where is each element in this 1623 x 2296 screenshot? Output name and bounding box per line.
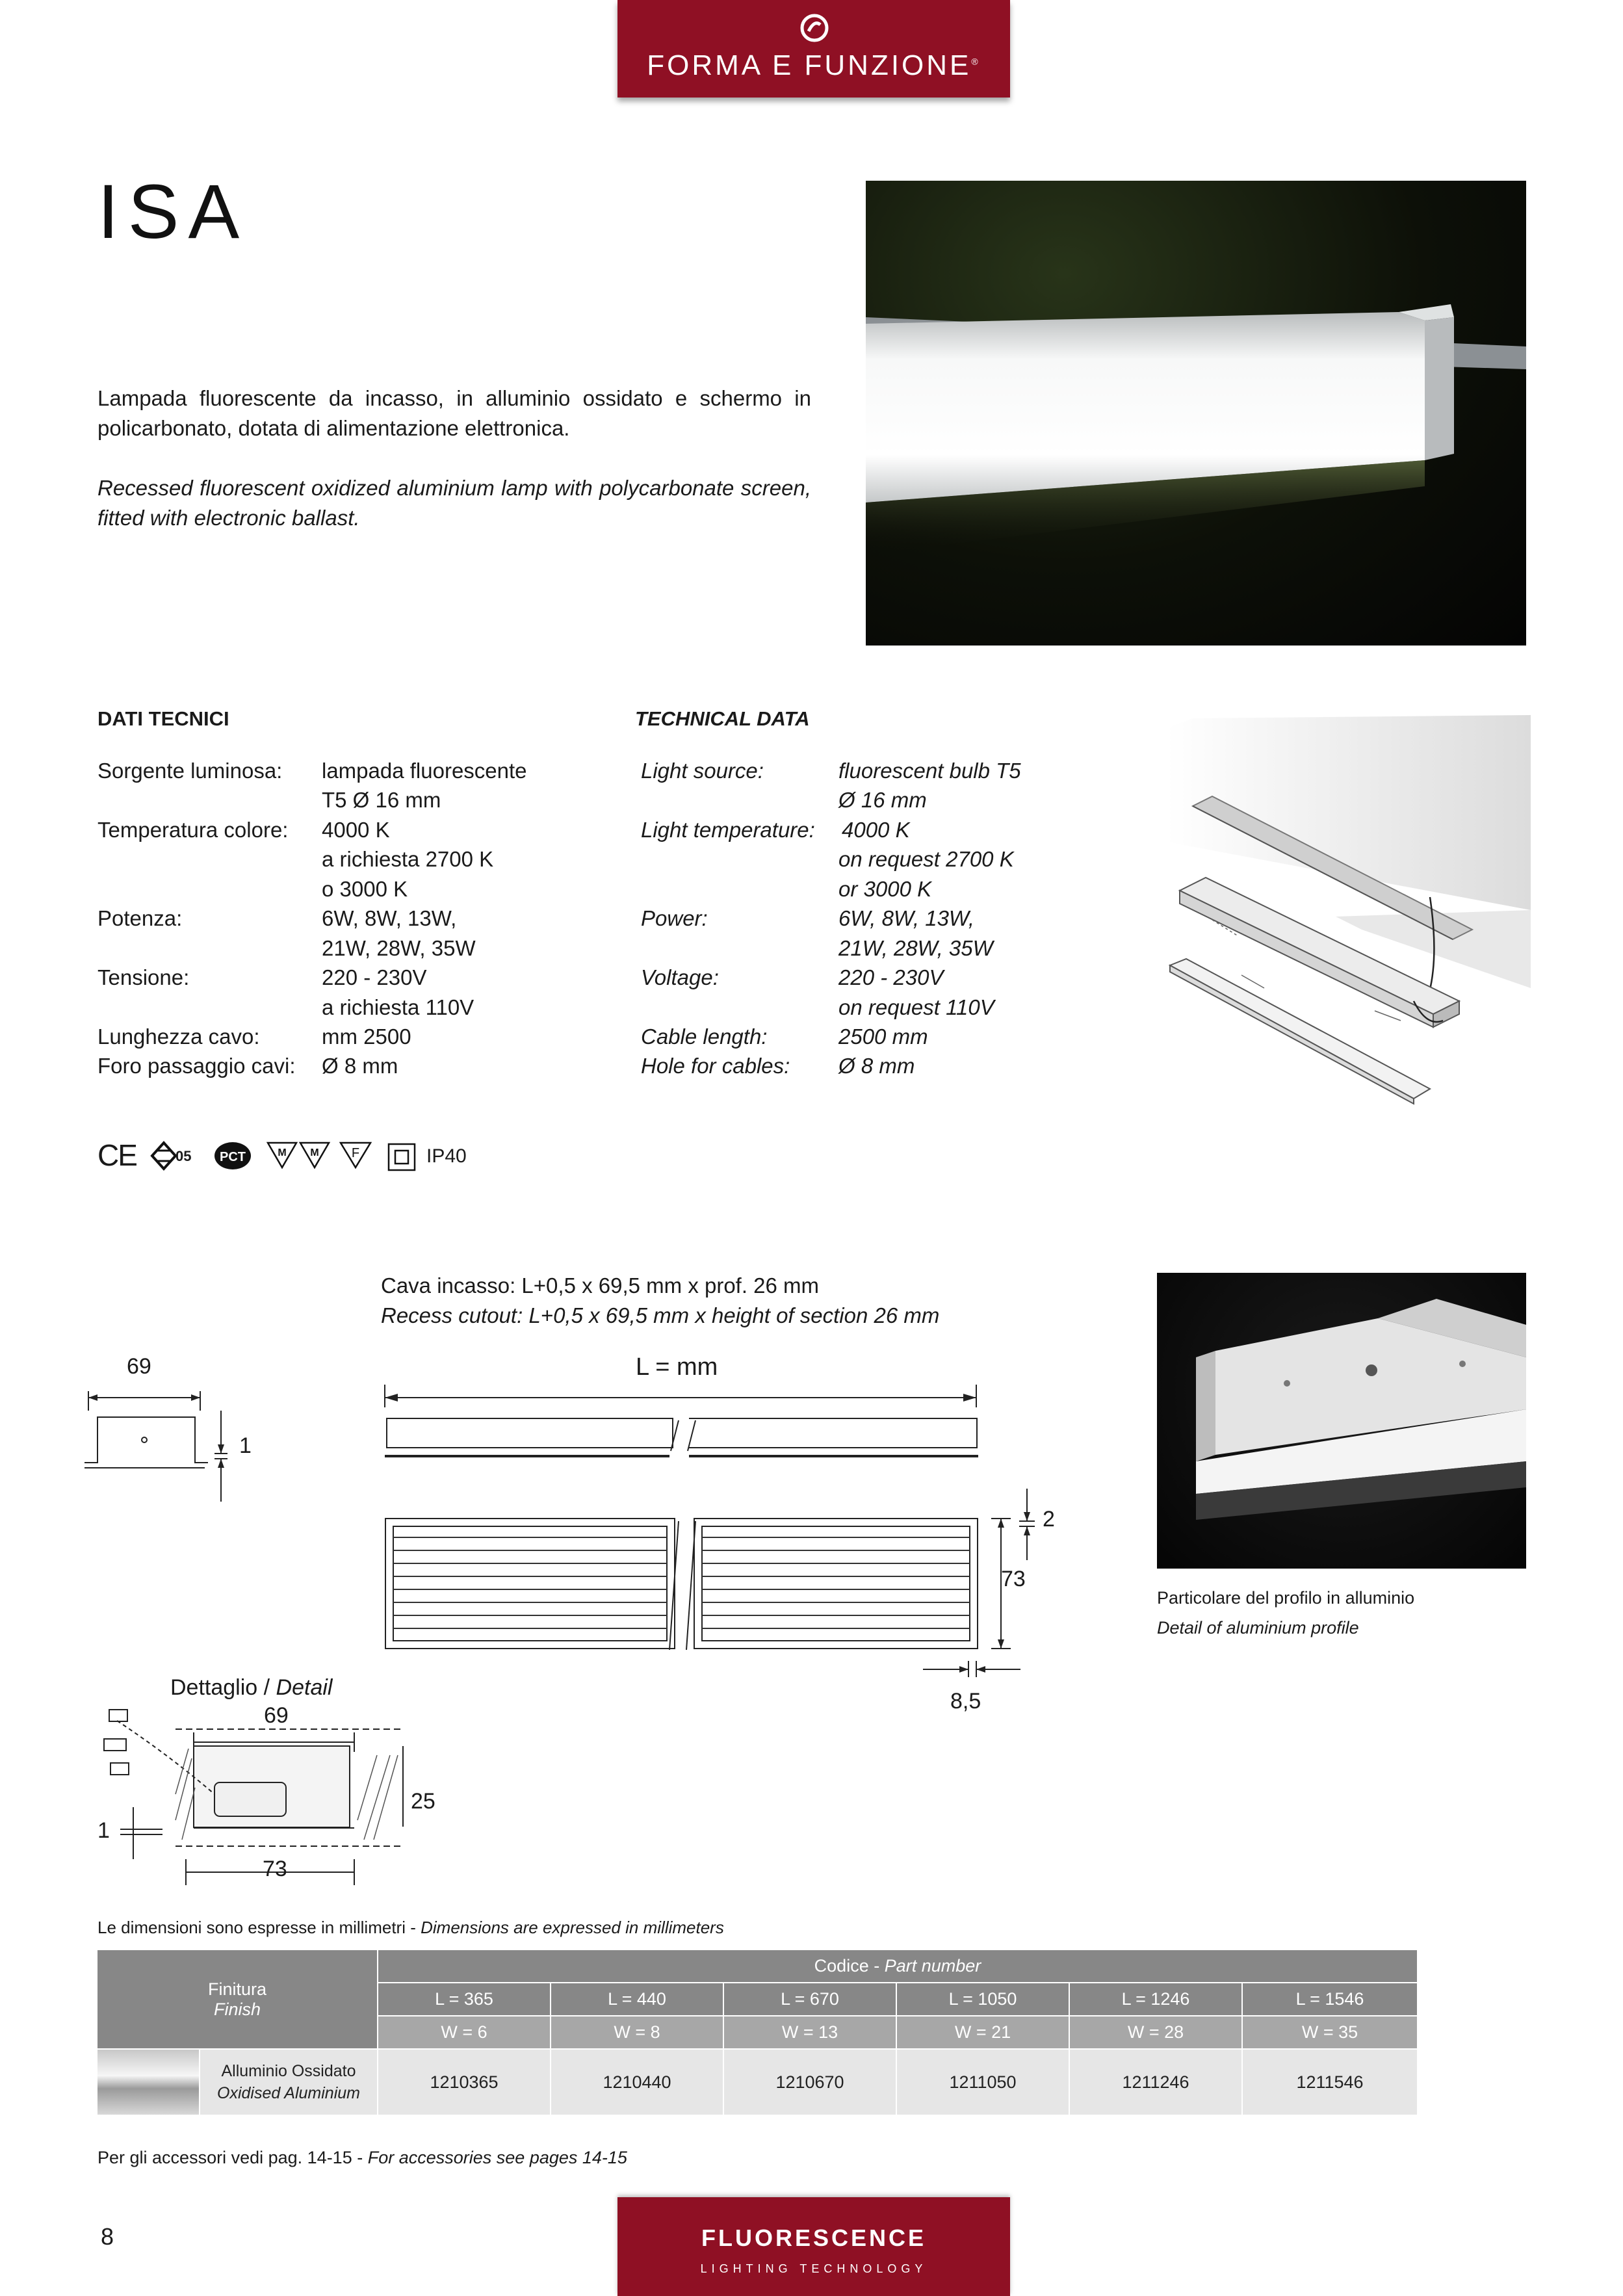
spec-value: or 3000 K <box>838 877 932 901</box>
spec-label: Temperatura colore: <box>97 818 289 842</box>
detail-label: Dettaglio / Detail <box>170 1675 333 1700</box>
profile-detail-photo <box>1157 1273 1526 1569</box>
detail-width: 69 <box>264 1703 289 1728</box>
spec-label: Tensione: <box>97 965 190 989</box>
length-header: L = 440 <box>551 1983 723 2015</box>
spec-label: Power: <box>641 906 708 930</box>
spec-label: Light source: <box>641 759 764 783</box>
product-title: ISA <box>97 169 249 255</box>
brand-header <box>617 0 1010 98</box>
part-number: 1211246 <box>1070 2050 1241 2115</box>
spec-value: 21W, 28W, 35W <box>838 936 993 960</box>
wattage-header: W = 6 <box>378 2016 550 2048</box>
ce-mark-icon: CE <box>97 1138 136 1172</box>
spec-value: lampada fluorescente <box>322 759 527 783</box>
spec-value: o 3000 K <box>322 877 408 901</box>
spec-label: Cable length: <box>641 1024 768 1049</box>
spec-value: Ø 8 mm <box>322 1054 398 1078</box>
detail-height: 25 <box>411 1789 435 1814</box>
part-number: 1210670 <box>724 2050 896 2115</box>
dimension-width: 69 <box>127 1354 151 1379</box>
mm-mark-icon <box>266 1140 331 1170</box>
length-header: L = 1050 <box>897 1983 1069 2015</box>
length-header: L = 1246 <box>1070 1983 1241 2015</box>
spec-value: a richiesta 2700 K <box>322 847 494 871</box>
spec-label: Foro passaggio cavi: <box>97 1054 296 1078</box>
dimension-offset: 1 <box>239 1433 252 1458</box>
length-header: L = 1546 <box>1243 1983 1417 2015</box>
spec-label: Voltage: <box>641 965 719 989</box>
cutout-italian: Cava incasso: L+0,5 x 69,5 mm x prof. 26 mm <box>381 1273 820 1298</box>
dimension-note: Le dimensioni sono espresse in millimetri - Dimensions are expressed in millimeters <box>97 1918 724 1937</box>
f-mark-text: F <box>351 1146 360 1160</box>
ip-rating: IP40 <box>426 1145 467 1167</box>
spec-value: 4000 K <box>842 818 910 842</box>
detail-offset: 1 <box>97 1818 110 1843</box>
section-subtitle: LIGHTING TECHNOLOGY <box>700 2262 928 2275</box>
wattage-header: W = 13 <box>724 2016 896 2048</box>
dimension-slat-width: 8,5 <box>950 1689 981 1714</box>
description-english: Recessed fluorescent oxidized aluminium lamp with polycarbonate screen, fitted with electronic ballast. <box>97 476 811 530</box>
section-footer <box>617 2197 1010 2296</box>
brand-logo-icon <box>799 13 829 43</box>
description-italian: Lampada fluorescente da incasso, in alluminio ossidato e schermo in policarbonato, dotata di alimentazione elettronica. <box>97 386 811 440</box>
cutout-english: Recess cutout: L+0,5 x 69,5 mm x height of section 26 mm <box>381 1303 940 1327</box>
spec-value: 6W, 8W, 13W, <box>838 906 975 930</box>
spec-value: 21W, 28W, 35W <box>322 936 476 960</box>
spec-value: Ø 8 mm <box>838 1054 915 1078</box>
length-header: L = 365 <box>378 1983 550 2015</box>
brand-name: FORMA E FUNZIONE® <box>647 49 981 81</box>
mm-mark-text: M <box>278 1147 287 1158</box>
spec-label: Sorgente luminosa: <box>97 759 283 783</box>
page-number: 8 <box>101 2223 114 2250</box>
spec-value: 2500 mm <box>838 1024 928 1049</box>
finish-swatch <box>97 2050 199 2115</box>
part-number: 1210365 <box>378 2050 550 2115</box>
part-number: 1211050 <box>897 2050 1069 2115</box>
finish-header: Finitura Finish <box>97 1950 377 2048</box>
spec-value: 220 - 230V <box>322 965 427 989</box>
double-insulation-icon <box>387 1143 416 1171</box>
finish-name: Alluminio Ossidato Oxidised Aluminium <box>200 2050 377 2115</box>
section-title: FLUORESCENCE <box>701 2224 927 2251</box>
spec-value: fluorescent bulb T5 <box>838 759 1021 783</box>
spec-label: Hole for cables: <box>641 1054 790 1078</box>
dimension-slat-gap: 2 <box>1043 1507 1055 1532</box>
spec-value: 6W, 8W, 13W, <box>322 906 457 930</box>
code-header: Codice - Part number <box>378 1950 1417 1982</box>
spec-value: T5 Ø 16 mm <box>322 788 441 812</box>
spec-value: a richiesta 110V <box>322 995 474 1019</box>
dimension-depth: 73 <box>1001 1567 1026 1591</box>
profile-caption-english: Detail of aluminium profile <box>1157 1618 1359 1637</box>
wattage-header: W = 8 <box>551 2016 723 2048</box>
spec-value: Ø 16 mm <box>838 788 927 812</box>
accessories-note: Per gli accessori vedi pag. 14-15 - For accessories see pages 14-15 <box>97 2148 627 2167</box>
dimension-length: L = mm <box>636 1353 718 1381</box>
spec-value: on request 2700 K <box>838 847 1014 871</box>
spec-value: mm 2500 <box>322 1024 411 1049</box>
length-header: L = 670 <box>724 1983 896 2015</box>
tech-heading-italian: DATI TECNICI <box>97 707 229 730</box>
pct-mark-icon <box>212 1140 253 1171</box>
spec-value: 220 - 230V <box>838 965 944 989</box>
f-mark-icon <box>339 1140 372 1170</box>
spec-label: Lunghezza cavo: <box>97 1024 260 1049</box>
mm-mark-text: M <box>310 1147 319 1158</box>
spec-value: 4000 K <box>322 818 390 842</box>
spec-value: on request 110V <box>838 995 994 1019</box>
product-photo <box>866 181 1526 646</box>
detail-depth: 73 <box>263 1857 287 1881</box>
spec-label: Light temperature: <box>641 818 815 842</box>
wattage-header: W = 21 <box>897 2016 1069 2048</box>
part-number: 1210440 <box>551 2050 723 2115</box>
pct-mark-text: PCT <box>220 1150 246 1164</box>
spec-label: Potenza: <box>97 906 183 930</box>
technical-drawing <box>0 1352 1157 1892</box>
profile-caption-italian: Particolare del profilo in alluminio <box>1157 1588 1415 1608</box>
enec-number: 05 <box>175 1148 192 1164</box>
installation-illustration <box>1167 715 1537 1105</box>
tech-heading-english: TECHNICAL DATA <box>635 707 810 730</box>
wattage-header: W = 28 <box>1070 2016 1241 2048</box>
part-number: 1211546 <box>1243 2050 1417 2115</box>
certification-marks <box>97 1138 552 1177</box>
wattage-header: W = 35 <box>1243 2016 1417 2048</box>
